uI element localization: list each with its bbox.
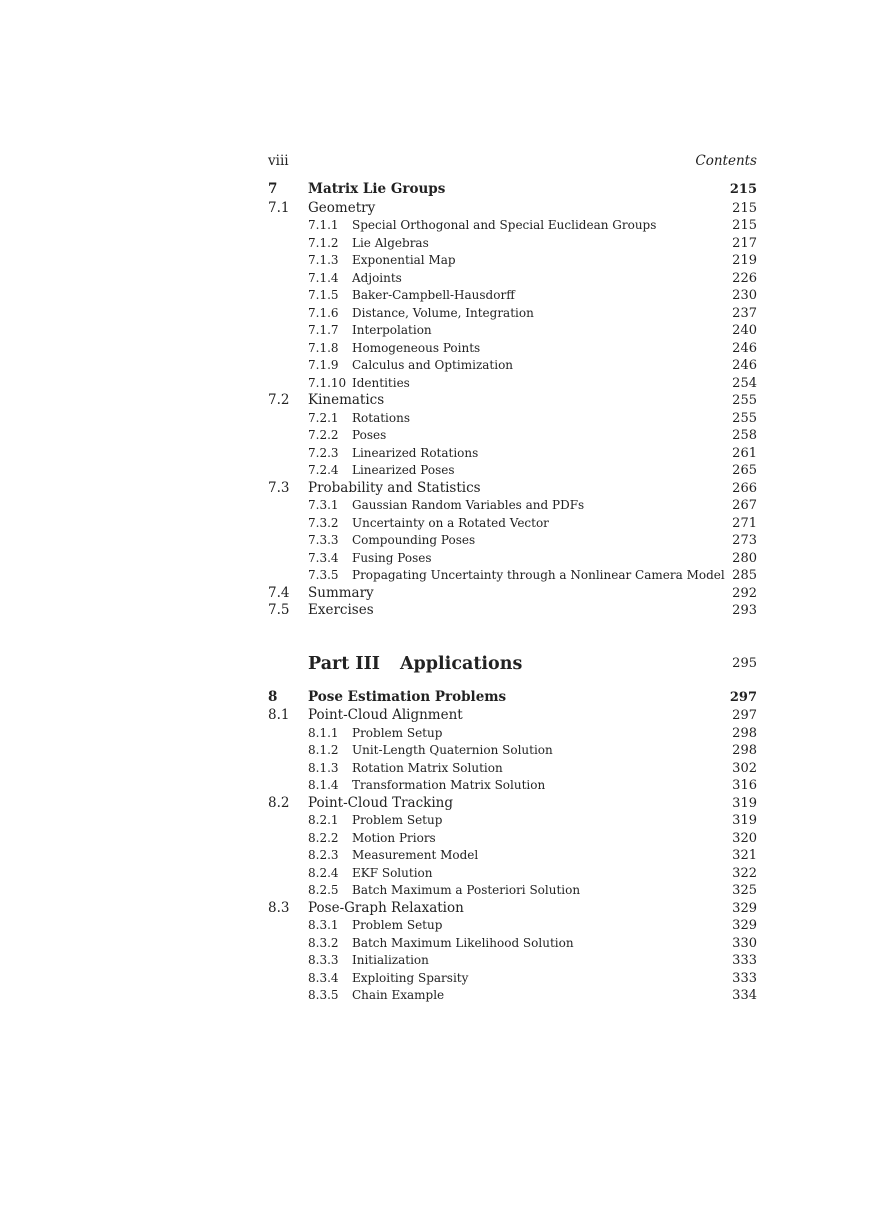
subsection-entry-number: 8.1.3 (308, 760, 339, 775)
contents-page (268, 150, 757, 1005)
subsection-entry-title: Distance, Volume, Integration (352, 305, 534, 320)
section-entry-number: 7.1 (268, 199, 290, 216)
subsection-entry-number: 8.2.2 (308, 830, 339, 845)
subsection-entry-page: 330 (732, 935, 757, 951)
subsection-entry-title: Problem Setup (352, 725, 443, 740)
subsection-entry[interactable] (268, 375, 757, 393)
subsection-entry-page: 246 (732, 358, 757, 373)
subsection-entry-number: 7.3.4 (308, 550, 339, 565)
subsection-entry-number: 7.3.3 (308, 533, 339, 547)
subsection-entry[interactable] (268, 550, 757, 568)
chapter-heading[interactable] (268, 688, 757, 708)
subsection-entry-number: 8.3.5 (308, 988, 339, 1002)
section-entry-title: Summary (308, 584, 374, 601)
subsection-entry-page: 302 (732, 760, 757, 776)
subsection-entry[interactable] (268, 725, 757, 743)
subsection-entry-title: Exponential Map (352, 253, 456, 267)
subsection-entry[interactable] (268, 410, 757, 428)
subsection-entry-page: 333 (732, 953, 757, 968)
subsection-entry[interactable] (268, 917, 757, 935)
subsection-entry-title: Baker-Campbell-Hausdorff (352, 288, 515, 302)
section-entry[interactable] (268, 707, 757, 725)
subsection-entry-title: Uncertainty on a Rotated Vector (352, 515, 549, 530)
subsection-entry-title: Chain Example (352, 988, 445, 1002)
subsection-entry-title: Gaussian Random Variables and PDFs (352, 498, 585, 512)
subsection-entry-number: 7.2.1 (308, 410, 339, 425)
subsection-entry-number: 8.3.2 (308, 935, 339, 950)
subsection-entry-title: Problem Setup (352, 918, 443, 932)
subsection-entry-title: Compounding Poses (352, 533, 476, 547)
subsection-entry-number: 7.2.2 (308, 428, 339, 442)
subsection-entry[interactable] (268, 567, 757, 585)
subsection-entry-title: Special Orthogonal and Special Euclidean Groups (352, 218, 657, 232)
subsection-entry[interactable] (268, 777, 757, 795)
running-title: Contents (695, 153, 757, 169)
subsection-entry-title: Exploiting Sparsity (352, 970, 469, 985)
section-entry-page: 297 (732, 708, 757, 723)
subsection-entry-title: Rotation Matrix Solution (352, 760, 503, 775)
chapter-heading-title: Matrix Lie Groups (308, 181, 446, 197)
subsection-entry-number: 7.1.8 (308, 340, 339, 355)
subsection-entry-number: 8.3.3 (308, 953, 339, 967)
section-entry-page: 266 (732, 480, 757, 496)
subsection-entry[interactable] (268, 445, 757, 463)
subsection-entry-number: 7.3.1 (308, 498, 339, 512)
chapter-heading-page: 215 (729, 182, 757, 197)
chapter-heading-number: 7 (268, 181, 278, 197)
subsection-entry-number: 8.1.4 (308, 778, 339, 792)
subsection-entry-title: Unit-Length Quaternion Solution (352, 743, 553, 757)
subsection-entry-number: 8.2.4 (308, 865, 339, 880)
subsection-entry-page: 285 (732, 568, 757, 583)
subsection-entry[interactable] (268, 235, 757, 253)
subsection-entry-number: 7.1.3 (308, 253, 339, 267)
section-entry[interactable] (268, 795, 757, 813)
subsection-entry-title: Propagating Uncertainty through a Nonlinear Camera Model (352, 568, 725, 582)
subsection-entry-page: 271 (732, 515, 757, 531)
subsection-entry-title: Motion Priors (352, 830, 436, 845)
subsection-entry-number: 8.2.3 (308, 848, 339, 862)
subsection-entry-title: Measurement Model (352, 848, 479, 862)
subsection-entry-number: 7.1.4 (308, 270, 339, 285)
subsection-entry-page: 320 (732, 830, 757, 846)
section-entry[interactable] (268, 200, 757, 218)
subsection-entry-number: 8.1.2 (308, 743, 339, 757)
subsection-entry[interactable] (268, 812, 757, 830)
subsection-entry-page: 333 (732, 970, 757, 986)
section-entry[interactable] (268, 392, 757, 410)
part-title: Part III Applications (308, 653, 523, 674)
section-entry[interactable] (268, 900, 757, 918)
section-entry-number: 8.1 (268, 707, 290, 723)
subsection-entry-page: 322 (732, 865, 757, 881)
subsection-entry-number: 7.1.5 (308, 288, 339, 302)
chapter-heading-title: Pose Estimation Problems (308, 688, 507, 705)
subsection-entry-title: Batch Maximum a Posteriori Solution (352, 883, 581, 897)
subsection-entry-number: 7.1.10 (308, 375, 347, 390)
subsection-entry-page: 255 (732, 410, 757, 426)
subsection-entry-page: 267 (732, 498, 757, 513)
section-entry-number: 7.5 (268, 602, 290, 618)
subsection-entry-title: Rotations (352, 410, 411, 425)
subsection-entry-number: 7.1.2 (308, 235, 339, 250)
section-entry-title: Geometry (308, 199, 376, 216)
subsection-entry[interactable] (268, 497, 757, 515)
part-heading[interactable] (268, 652, 757, 676)
subsection-entry[interactable] (268, 865, 757, 883)
page-number: viii (268, 153, 289, 169)
subsection-entry-page: 298 (732, 725, 757, 741)
subsection-entry-number: 8.1.1 (308, 725, 339, 740)
running-header (268, 150, 757, 172)
subsection-entry[interactable] (268, 287, 757, 305)
section-entry-number: 7.2 (268, 392, 290, 408)
section-entry-number: 7.4 (268, 584, 290, 601)
subsection-entry-page: 254 (732, 375, 757, 391)
part-page: 295 (732, 655, 757, 671)
section-entry-title: Kinematics (308, 392, 385, 408)
subsection-entry-page: 217 (732, 235, 757, 251)
subsection-entry-page: 334 (732, 988, 757, 1003)
subsection-entry[interactable] (268, 252, 757, 270)
subsection-entry-title: Batch Maximum Likelihood Solution (352, 935, 574, 950)
subsection-entry-number: 8.2.1 (308, 813, 339, 827)
subsection-entry-page: 316 (732, 778, 757, 793)
subsection-entry[interactable] (268, 322, 757, 340)
chapter-7-block (268, 180, 757, 620)
section-entry-page: 215 (732, 200, 757, 216)
subsection-entry-number: 7.1.7 (308, 323, 339, 337)
subsection-entry-number: 8.2.5 (308, 883, 339, 897)
subsection-entry-number: 7.1.1 (308, 218, 339, 232)
subsection-entry-title: Identities (352, 375, 410, 390)
subsection-entry-number: 7.2.3 (308, 445, 339, 460)
subsection-entry-page: 329 (732, 918, 757, 933)
section-entry-number: 8.3 (268, 899, 290, 916)
subsection-entry[interactable] (268, 270, 757, 288)
subsection-entry-page: 230 (732, 288, 757, 303)
subsection-entry-number: 7.2.4 (308, 463, 339, 477)
section-entry[interactable] (268, 480, 757, 498)
chapter-heading[interactable] (268, 180, 757, 200)
section-entry-title: Point-Cloud Tracking (308, 794, 453, 811)
subsection-entry[interactable] (268, 760, 757, 778)
subsection-entry[interactable] (268, 847, 757, 865)
subsection-entry-title: Adjoints (352, 270, 402, 285)
subsection-entry-title: EKF Solution (352, 865, 433, 880)
subsection-entry-page: 215 (732, 218, 757, 233)
subsection-entry[interactable] (268, 830, 757, 848)
subsection-entry-title: Interpolation (352, 323, 432, 337)
subsection-entry-title: Problem Setup (352, 813, 443, 827)
subsection-entry-number: 7.1.9 (308, 358, 339, 372)
subsection-entry-title: Poses (352, 428, 387, 442)
section-entry-title: Probability and Statistics (308, 479, 481, 496)
subsection-entry[interactable] (268, 357, 757, 375)
subsection-entry[interactable] (268, 987, 757, 1005)
subsection-entry-page: 265 (732, 463, 757, 478)
section-entry-page: 329 (732, 900, 757, 916)
section-entry-title: Exercises (308, 602, 374, 618)
subsection-entry[interactable] (268, 462, 757, 480)
subsection-entry-title: Linearized Poses (352, 463, 455, 477)
subsection-entry-page: 273 (732, 533, 757, 548)
subsection-entry-number: 8.3.1 (308, 918, 339, 932)
subsection-entry-page: 237 (732, 305, 757, 321)
section-entry-title: Pose-Graph Relaxation (308, 899, 464, 916)
subsection-entry-title: Transformation Matrix Solution (352, 778, 546, 792)
subsection-entry-number: 8.3.4 (308, 970, 339, 985)
subsection-entry[interactable] (268, 935, 757, 953)
subsection-entry[interactable] (268, 952, 757, 970)
subsection-entry[interactable] (268, 970, 757, 988)
section-entry-page: 255 (732, 393, 757, 408)
subsection-entry-number: 7.3.5 (308, 568, 339, 582)
subsection-entry-page: 321 (732, 848, 757, 863)
subsection-entry-page: 219 (732, 253, 757, 268)
subsection-entry-number: 7.3.2 (308, 515, 339, 530)
subsection-entry-title: Initialization (352, 953, 429, 967)
chapter-heading-page: 297 (729, 689, 757, 705)
subsection-entry-page: 280 (732, 550, 757, 566)
chapter-8-block (268, 688, 757, 1005)
section-entry-title: Point-Cloud Alignment (308, 707, 463, 723)
subsection-entry[interactable] (268, 427, 757, 445)
section-entry[interactable] (268, 585, 757, 603)
subsection-entry-title: Fusing Poses (352, 550, 432, 565)
subsection-entry-page: 226 (732, 270, 757, 286)
subsection-entry-title: Calculus and Optimization (352, 358, 514, 372)
subsection-entry[interactable] (268, 305, 757, 323)
subsection-entry[interactable] (268, 742, 757, 760)
subsection-entry-page: 261 (732, 445, 757, 461)
chapter-heading-number: 8 (268, 688, 278, 705)
section-entry-page: 292 (732, 585, 757, 601)
subsection-entry-title: Lie Algebras (352, 235, 429, 250)
section-entry-number: 8.2 (268, 794, 290, 811)
subsection-entry[interactable] (268, 882, 757, 900)
subsection-entry-title: Homogeneous Points (352, 340, 481, 355)
section-entry-page: 293 (732, 603, 757, 618)
subsection-entry-page: 319 (732, 813, 757, 828)
subsection-entry-page: 258 (732, 428, 757, 443)
subsection-entry[interactable] (268, 217, 757, 235)
subsection-entry[interactable] (268, 532, 757, 550)
subsection-entry-number: 7.1.6 (308, 305, 339, 320)
section-entry-number: 7.3 (268, 479, 290, 496)
subsection-entry[interactable] (268, 515, 757, 533)
subsection-entry[interactable] (268, 340, 757, 358)
subsection-entry-page: 325 (732, 883, 757, 898)
section-entry[interactable] (268, 602, 757, 620)
subsection-entry-page: 246 (732, 340, 757, 356)
subsection-entry-page: 298 (732, 743, 757, 758)
subsection-entry-title: Linearized Rotations (352, 445, 479, 460)
subsection-entry-page: 240 (732, 323, 757, 338)
section-entry-page: 319 (732, 795, 757, 811)
